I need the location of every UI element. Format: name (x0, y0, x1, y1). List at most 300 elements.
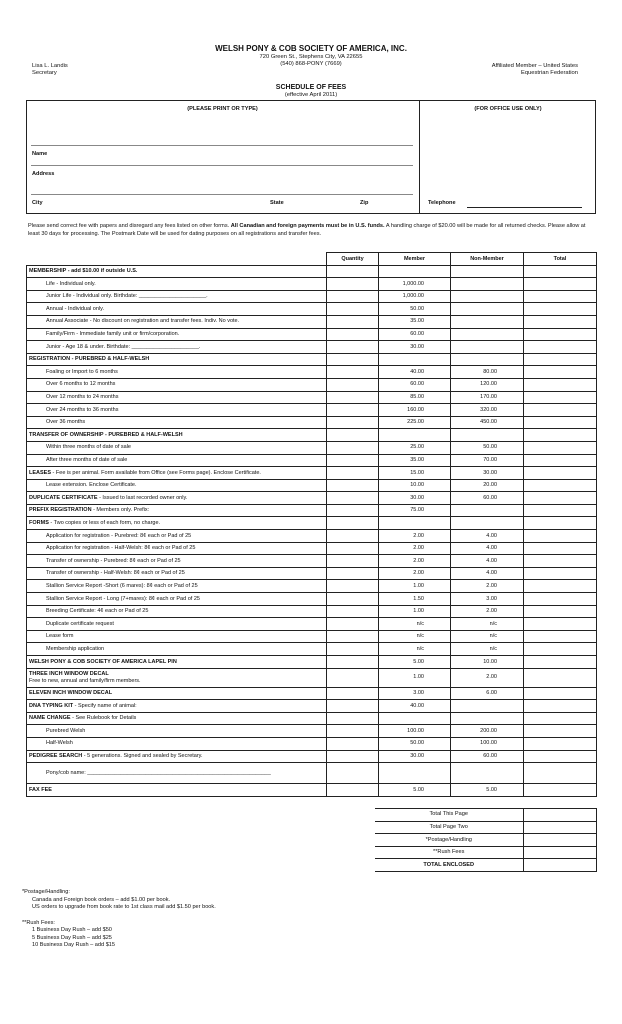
notice-text: Please send correct fee with papers and disregard any fees listed on other forms. (28, 223, 231, 229)
notice-text-continued: A handling charge of $20.00 will be made for all returned checks. Please allow at least 30 days for processing. The Postmark Date will be used for dating purposes on all registrations and transfer fees. (28, 223, 586, 238)
total-cell[interactable] (524, 265, 597, 278)
total-cell[interactable] (524, 353, 597, 366)
fee-row (27, 265, 597, 278)
fee-category: DNA TYPING KIT (29, 702, 74, 709)
fee-item-text: Pony/cob name: ____________________________________________________________ (46, 769, 271, 776)
non-member-fee: 170.00 (451, 391, 524, 404)
quantity-cell[interactable] (327, 763, 379, 784)
non-member-fee (451, 504, 524, 517)
fee-item-text: Over 24 months to 36 months (46, 406, 119, 413)
notice-bold-text: All Canadian and foreign payments must be in U.S. funds. (230, 223, 385, 229)
fee-item-text: Application for registration - Half-Welsh: 8¢ each or Pad of 25 (46, 545, 196, 552)
fee-item-text: Life - Individual only. (46, 280, 96, 287)
fee-item-text: - Fee is per animal. Form available from Office (see Forms page). Enclose Certificate. (51, 469, 261, 476)
affiliation-line-1: Affiliated Member – United States (491, 63, 578, 69)
fee-description (27, 441, 327, 454)
fee-description (27, 265, 327, 278)
quantity-cell[interactable] (327, 517, 379, 530)
fee-table-header (27, 253, 597, 266)
totals-label: Total This Page (375, 809, 523, 822)
total-cell[interactable] (524, 630, 597, 643)
quantity-cell[interactable] (327, 656, 379, 669)
non-member-fee (451, 517, 524, 530)
fee-description (27, 750, 327, 763)
total-cell[interactable] (524, 429, 597, 442)
total-cell[interactable] (524, 725, 597, 738)
member-fee: 5.00 (379, 656, 451, 669)
member-fee (379, 517, 451, 530)
member-fee: n/c (379, 643, 451, 656)
non-member-fee (451, 763, 524, 784)
fee-row (27, 290, 597, 303)
secretary-name: Lisa L. Landis (32, 63, 68, 69)
fee-row (27, 429, 597, 442)
fee-row (27, 725, 597, 738)
fee-item-text: - Two copies or less of each form, no charge. (48, 519, 161, 526)
fee-item-text: Breeding Certificate: 4¢ each or Pad of 25 (46, 608, 149, 615)
fee-description (27, 278, 327, 291)
non-member-fee: 450.00 (451, 416, 524, 429)
fee-row (27, 555, 597, 568)
total-cell[interactable] (524, 763, 597, 784)
quantity-cell[interactable] (327, 315, 379, 328)
header-non-member: Non-Member (451, 253, 524, 266)
total-cell[interactable] (524, 479, 597, 492)
fee-description (27, 580, 327, 593)
total-cell[interactable] (524, 504, 597, 517)
total-cell[interactable] (524, 750, 597, 763)
header-member: Member (379, 253, 451, 266)
non-member-fee (451, 328, 524, 341)
total-cell[interactable] (524, 404, 597, 417)
fee-item-text: Over 6 months to 12 months (46, 381, 116, 388)
fee-row (27, 750, 597, 763)
fee-description (27, 303, 327, 316)
totals-value[interactable] (523, 859, 596, 872)
quantity-cell[interactable] (327, 593, 379, 606)
quantity-cell[interactable] (327, 618, 379, 631)
total-cell[interactable] (524, 618, 597, 631)
member-fee: 2.00 (379, 542, 451, 555)
member-fee (379, 712, 451, 725)
secretary-block (32, 63, 68, 77)
member-fee: 1,000.00 (379, 278, 451, 291)
non-member-fee: 2.00 (451, 605, 524, 618)
totals-value[interactable] (523, 809, 596, 822)
fee-description (27, 668, 327, 687)
total-cell[interactable] (524, 278, 597, 291)
fee-item-text: Junior - Age 18 & under. Birthdate: ______________________. (46, 343, 201, 350)
fee-description (27, 712, 327, 725)
quantity-cell[interactable] (327, 630, 379, 643)
fee-item-text: Transfer of ownership - Half-Welsh: 8¢ each or Pad of 25 (46, 570, 185, 577)
footnotes (22, 889, 216, 950)
fee-row (27, 504, 597, 517)
fee-category: PEDIGREE SEARCH (29, 753, 83, 760)
totals-row (375, 859, 596, 872)
fee-row (27, 542, 597, 555)
member-fee: 10.00 (379, 479, 451, 492)
fee-row (27, 567, 597, 580)
zip-label: Zip (360, 200, 369, 206)
fee-description (27, 530, 327, 543)
contact-info-box (26, 100, 596, 214)
print-instruction: (PLEASE PRINT OR TYPE) (187, 106, 258, 112)
total-cell[interactable] (524, 378, 597, 391)
header-total: Total (524, 253, 597, 266)
non-member-fee: n/c (451, 643, 524, 656)
name-field[interactable] (31, 165, 413, 166)
telephone-field[interactable] (467, 207, 582, 208)
fee-item-text: - Members only. Prefix: (91, 507, 150, 514)
non-member-fee (451, 353, 524, 366)
fee-description (27, 353, 327, 366)
fee-category: THREE INCH WINDOW DECAL (29, 671, 109, 677)
non-member-fee (451, 712, 524, 725)
quantity-cell[interactable] (327, 404, 379, 417)
total-cell[interactable] (524, 605, 597, 618)
office-use-divider (419, 100, 420, 214)
fee-description (27, 290, 327, 303)
quantity-cell[interactable] (327, 441, 379, 454)
non-member-fee: n/c (451, 618, 524, 631)
quantity-cell[interactable] (327, 378, 379, 391)
fee-row (27, 467, 597, 480)
quantity-cell[interactable] (327, 341, 379, 354)
totals-value[interactable] (523, 821, 596, 834)
fee-row (27, 784, 597, 797)
totals-row (375, 846, 596, 859)
total-cell[interactable] (524, 737, 597, 750)
fee-category: FAX FEE (29, 786, 52, 793)
quantity-cell[interactable] (327, 391, 379, 404)
fee-row (27, 492, 597, 505)
fee-description (27, 479, 327, 492)
quantity-cell[interactable] (327, 467, 379, 480)
fee-description (27, 593, 327, 606)
non-member-fee: 4.00 (451, 567, 524, 580)
quantity-cell[interactable] (327, 530, 379, 543)
member-fee: 160.00 (379, 404, 451, 417)
quantity-cell[interactable] (327, 687, 379, 700)
member-fee: 30.00 (379, 750, 451, 763)
quantity-cell[interactable] (327, 454, 379, 467)
total-cell[interactable] (524, 467, 597, 480)
quantity-cell[interactable] (327, 567, 379, 580)
affiliation-block (492, 63, 578, 77)
quantity-cell[interactable] (327, 290, 379, 303)
member-fee: 1.00 (379, 668, 451, 687)
member-fee: 1.00 (379, 580, 451, 593)
member-fee: 50.00 (379, 303, 451, 316)
fee-row (27, 378, 597, 391)
non-member-fee: 70.00 (451, 454, 524, 467)
non-member-fee: 4.00 (451, 530, 524, 543)
non-member-fee: 3.00 (451, 593, 524, 606)
fee-description (27, 517, 327, 530)
fee-row (27, 605, 597, 618)
city-label: City (32, 200, 43, 206)
member-fee: 1,000.00 (379, 290, 451, 303)
fee-description (27, 504, 327, 517)
member-fee: 2.00 (379, 567, 451, 580)
non-member-fee: 320.00 (451, 404, 524, 417)
fee-item-text: Within three months of date of sale (46, 444, 131, 451)
quantity-cell[interactable] (327, 542, 379, 555)
fee-row (27, 530, 597, 543)
fee-row (27, 404, 597, 417)
quantity-cell[interactable] (327, 737, 379, 750)
address-label: Address (32, 171, 55, 177)
fee-row (27, 700, 597, 713)
fee-row (27, 687, 597, 700)
fee-item-text: Junior Life - Individual only. Birthdate: ______________________. (46, 293, 208, 300)
totals-label: **Rush Fees (375, 846, 523, 859)
fee-row (27, 737, 597, 750)
fee-description (27, 378, 327, 391)
totals-row (375, 834, 596, 847)
quantity-cell[interactable] (327, 700, 379, 713)
page-title: SCHEDULE OF FEES (275, 84, 347, 91)
quantity-cell[interactable] (327, 605, 379, 618)
fee-table (26, 252, 597, 797)
fee-row (27, 668, 597, 687)
fee-row (27, 341, 597, 354)
quantity-cell[interactable] (327, 643, 379, 656)
fee-description (27, 555, 327, 568)
fee-description (27, 542, 327, 555)
non-member-fee (451, 700, 524, 713)
member-fee: 100.00 (379, 725, 451, 738)
member-fee (379, 353, 451, 366)
member-fee: 25.00 (379, 441, 451, 454)
affiliation-line-2: Equestrian Federation (520, 69, 578, 76)
quantity-cell[interactable] (327, 492, 379, 505)
member-fee: 3.00 (379, 687, 451, 700)
fee-row (27, 593, 597, 606)
total-cell[interactable] (524, 593, 597, 606)
fee-category: REGISTRATION - PUREBRED & HALF-WELSH (29, 356, 150, 363)
fee-row (27, 618, 597, 631)
total-cell[interactable] (524, 441, 597, 454)
total-cell[interactable] (524, 328, 597, 341)
member-fee: 225.00 (379, 416, 451, 429)
total-cell[interactable] (524, 492, 597, 505)
non-member-fee: 120.00 (451, 378, 524, 391)
blank-line (31, 145, 413, 146)
fee-description (27, 391, 327, 404)
totals-row (375, 809, 596, 822)
fee-category: PREFIX REGISTRATION (29, 507, 92, 514)
total-cell[interactable] (524, 656, 597, 669)
totals-label: TOTAL ENCLOSED (375, 859, 523, 872)
fee-item-subtext: Free to new, annual and family/firm members. (29, 677, 141, 684)
fee-description (27, 605, 327, 618)
member-fee: 50.00 (379, 737, 451, 750)
total-cell[interactable] (524, 303, 597, 316)
quantity-cell[interactable] (327, 416, 379, 429)
total-cell[interactable] (524, 366, 597, 379)
quantity-cell[interactable] (327, 712, 379, 725)
fee-row (27, 763, 597, 784)
fee-description (27, 366, 327, 379)
fee-description (27, 725, 327, 738)
member-fee: n/c (379, 618, 451, 631)
totals-label: *Postage/Handling (375, 834, 523, 847)
totals-label: Total Page Two (375, 821, 523, 834)
total-cell[interactable] (524, 700, 597, 713)
fee-description (27, 567, 327, 580)
fee-description (27, 784, 327, 797)
fee-row (27, 303, 597, 316)
non-member-fee: 80.00 (451, 366, 524, 379)
total-cell[interactable] (524, 290, 597, 303)
fee-description (27, 737, 327, 750)
total-cell[interactable] (524, 315, 597, 328)
fee-row (27, 454, 597, 467)
fee-row (27, 630, 597, 643)
quantity-cell[interactable] (327, 580, 379, 593)
member-fee: 2.00 (379, 530, 451, 543)
fee-row (27, 328, 597, 341)
quantity-cell[interactable] (327, 353, 379, 366)
member-fee: 85.00 (379, 391, 451, 404)
member-fee: 15.00 (379, 467, 451, 480)
fee-description (27, 700, 327, 713)
total-cell[interactable] (524, 712, 597, 725)
total-cell[interactable] (524, 530, 597, 543)
totals-value[interactable] (523, 846, 596, 859)
payment-notice (28, 222, 596, 238)
member-fee: 35.00 (379, 315, 451, 328)
total-cell[interactable] (524, 668, 597, 687)
fee-item-text: Transfer of ownership - Purebred: 8¢ each or Pad of 25 (46, 557, 181, 564)
fee-row (27, 315, 597, 328)
fee-item-text: Over 12 months to 24 months (46, 394, 119, 401)
total-cell[interactable] (524, 391, 597, 404)
quantity-cell[interactable] (327, 504, 379, 517)
non-member-fee: 10.00 (451, 656, 524, 669)
total-cell[interactable] (524, 567, 597, 580)
fee-item-text: Family/Firm - Immediate family unit or firm/corporation. (46, 331, 180, 338)
non-member-fee: 4.00 (451, 555, 524, 568)
address-field[interactable] (31, 194, 413, 195)
member-fee: 60.00 (379, 328, 451, 341)
member-fee: 2.00 (379, 555, 451, 568)
fee-description (27, 416, 327, 429)
non-member-fee (451, 290, 524, 303)
non-member-fee: 2.00 (451, 668, 524, 687)
totals-value[interactable] (523, 834, 596, 847)
postage-title: *Postage/Handling: (22, 889, 70, 895)
header-quantity: Quantity (327, 253, 379, 266)
telephone-label: Telephone (428, 200, 456, 206)
organization-address: 720 Green St., Stephens City, VA 22655 (259, 54, 363, 60)
member-fee (379, 429, 451, 442)
quantity-cell[interactable] (327, 750, 379, 763)
quantity-cell[interactable] (327, 303, 379, 316)
rush-note-3: 10 Business Day Rush – add $15 (32, 942, 116, 949)
fee-description (27, 315, 327, 328)
fee-item-text: Application for registration - Purebred: 8¢ each or Pad of 25 (46, 532, 192, 539)
fee-item-text: After three months of date of sale (46, 457, 128, 463)
member-fee: 40.00 (379, 700, 451, 713)
quantity-cell[interactable] (327, 278, 379, 291)
total-cell[interactable] (524, 517, 597, 530)
member-fee: 30.00 (379, 492, 451, 505)
non-member-fee: 5.00 (451, 784, 524, 797)
fee-item-text: - Issued to last recorded owner only. (97, 494, 188, 501)
total-cell[interactable] (524, 416, 597, 429)
fee-category: FORMS (29, 519, 49, 526)
quantity-cell[interactable] (327, 784, 379, 797)
fee-description (27, 763, 327, 784)
fee-description (27, 429, 327, 442)
total-cell[interactable] (524, 687, 597, 700)
total-cell[interactable] (524, 555, 597, 568)
member-fee: 60.00 (379, 378, 451, 391)
rush-note-1: 1 Business Day Rush – add $50 (32, 927, 112, 934)
total-cell[interactable] (524, 341, 597, 354)
total-cell[interactable] (524, 784, 597, 797)
non-member-fee (451, 303, 524, 316)
fee-item-text: - Specify name of animal: (73, 702, 137, 709)
fee-category: WELSH PONY & COB SOCIETY OF AMERICA LAPEL PIN (29, 658, 177, 665)
quantity-cell[interactable] (327, 429, 379, 442)
member-fee: 35.00 (379, 454, 451, 467)
total-cell[interactable] (524, 454, 597, 467)
fee-item-text: - See Rulebook for Details (70, 715, 137, 722)
fee-description (27, 630, 327, 643)
totals-row (375, 821, 596, 834)
total-cell[interactable] (524, 643, 597, 656)
non-member-fee: 100.00 (451, 737, 524, 750)
non-member-fee (451, 315, 524, 328)
fee-item-text: Annual - Individual only. (46, 305, 104, 312)
fee-description (27, 687, 327, 700)
fee-category: LEASES (29, 469, 52, 476)
quantity-cell[interactable] (327, 328, 379, 341)
non-member-fee: 60.00 (451, 492, 524, 505)
total-cell[interactable] (524, 580, 597, 593)
fee-item-text: Membership application (46, 645, 105, 652)
fee-item-text: Over 36 months (46, 419, 86, 426)
fee-category: NAME CHANGE (29, 715, 71, 722)
total-cell[interactable] (524, 542, 597, 555)
quantity-cell[interactable] (327, 265, 379, 278)
fee-description (27, 328, 327, 341)
secretary-title: Secretary (32, 69, 57, 76)
quantity-cell[interactable] (327, 479, 379, 492)
quantity-cell[interactable] (327, 555, 379, 568)
fee-category: DUPLICATE CERTIFICATE (29, 494, 98, 501)
totals-table (375, 808, 597, 872)
quantity-cell[interactable] (327, 366, 379, 379)
member-fee: n/c (379, 630, 451, 643)
fee-description (27, 454, 327, 467)
fee-row (27, 580, 597, 593)
quantity-cell[interactable] (327, 668, 379, 687)
non-member-fee: 2.00 (451, 580, 524, 593)
non-member-fee: n/c (451, 630, 524, 643)
non-member-fee: 200.00 (451, 725, 524, 738)
quantity-cell[interactable] (327, 725, 379, 738)
name-label: Name (32, 151, 48, 157)
member-fee (379, 763, 451, 784)
fee-category: TRANSFER OF OWNERSHIP - PUREBRED & HALF-WELSH (29, 431, 183, 438)
header-description (27, 253, 327, 266)
postage-note-2: US orders to upgrade from book rate to 1st class mail add $1.50 per book. (32, 904, 216, 911)
